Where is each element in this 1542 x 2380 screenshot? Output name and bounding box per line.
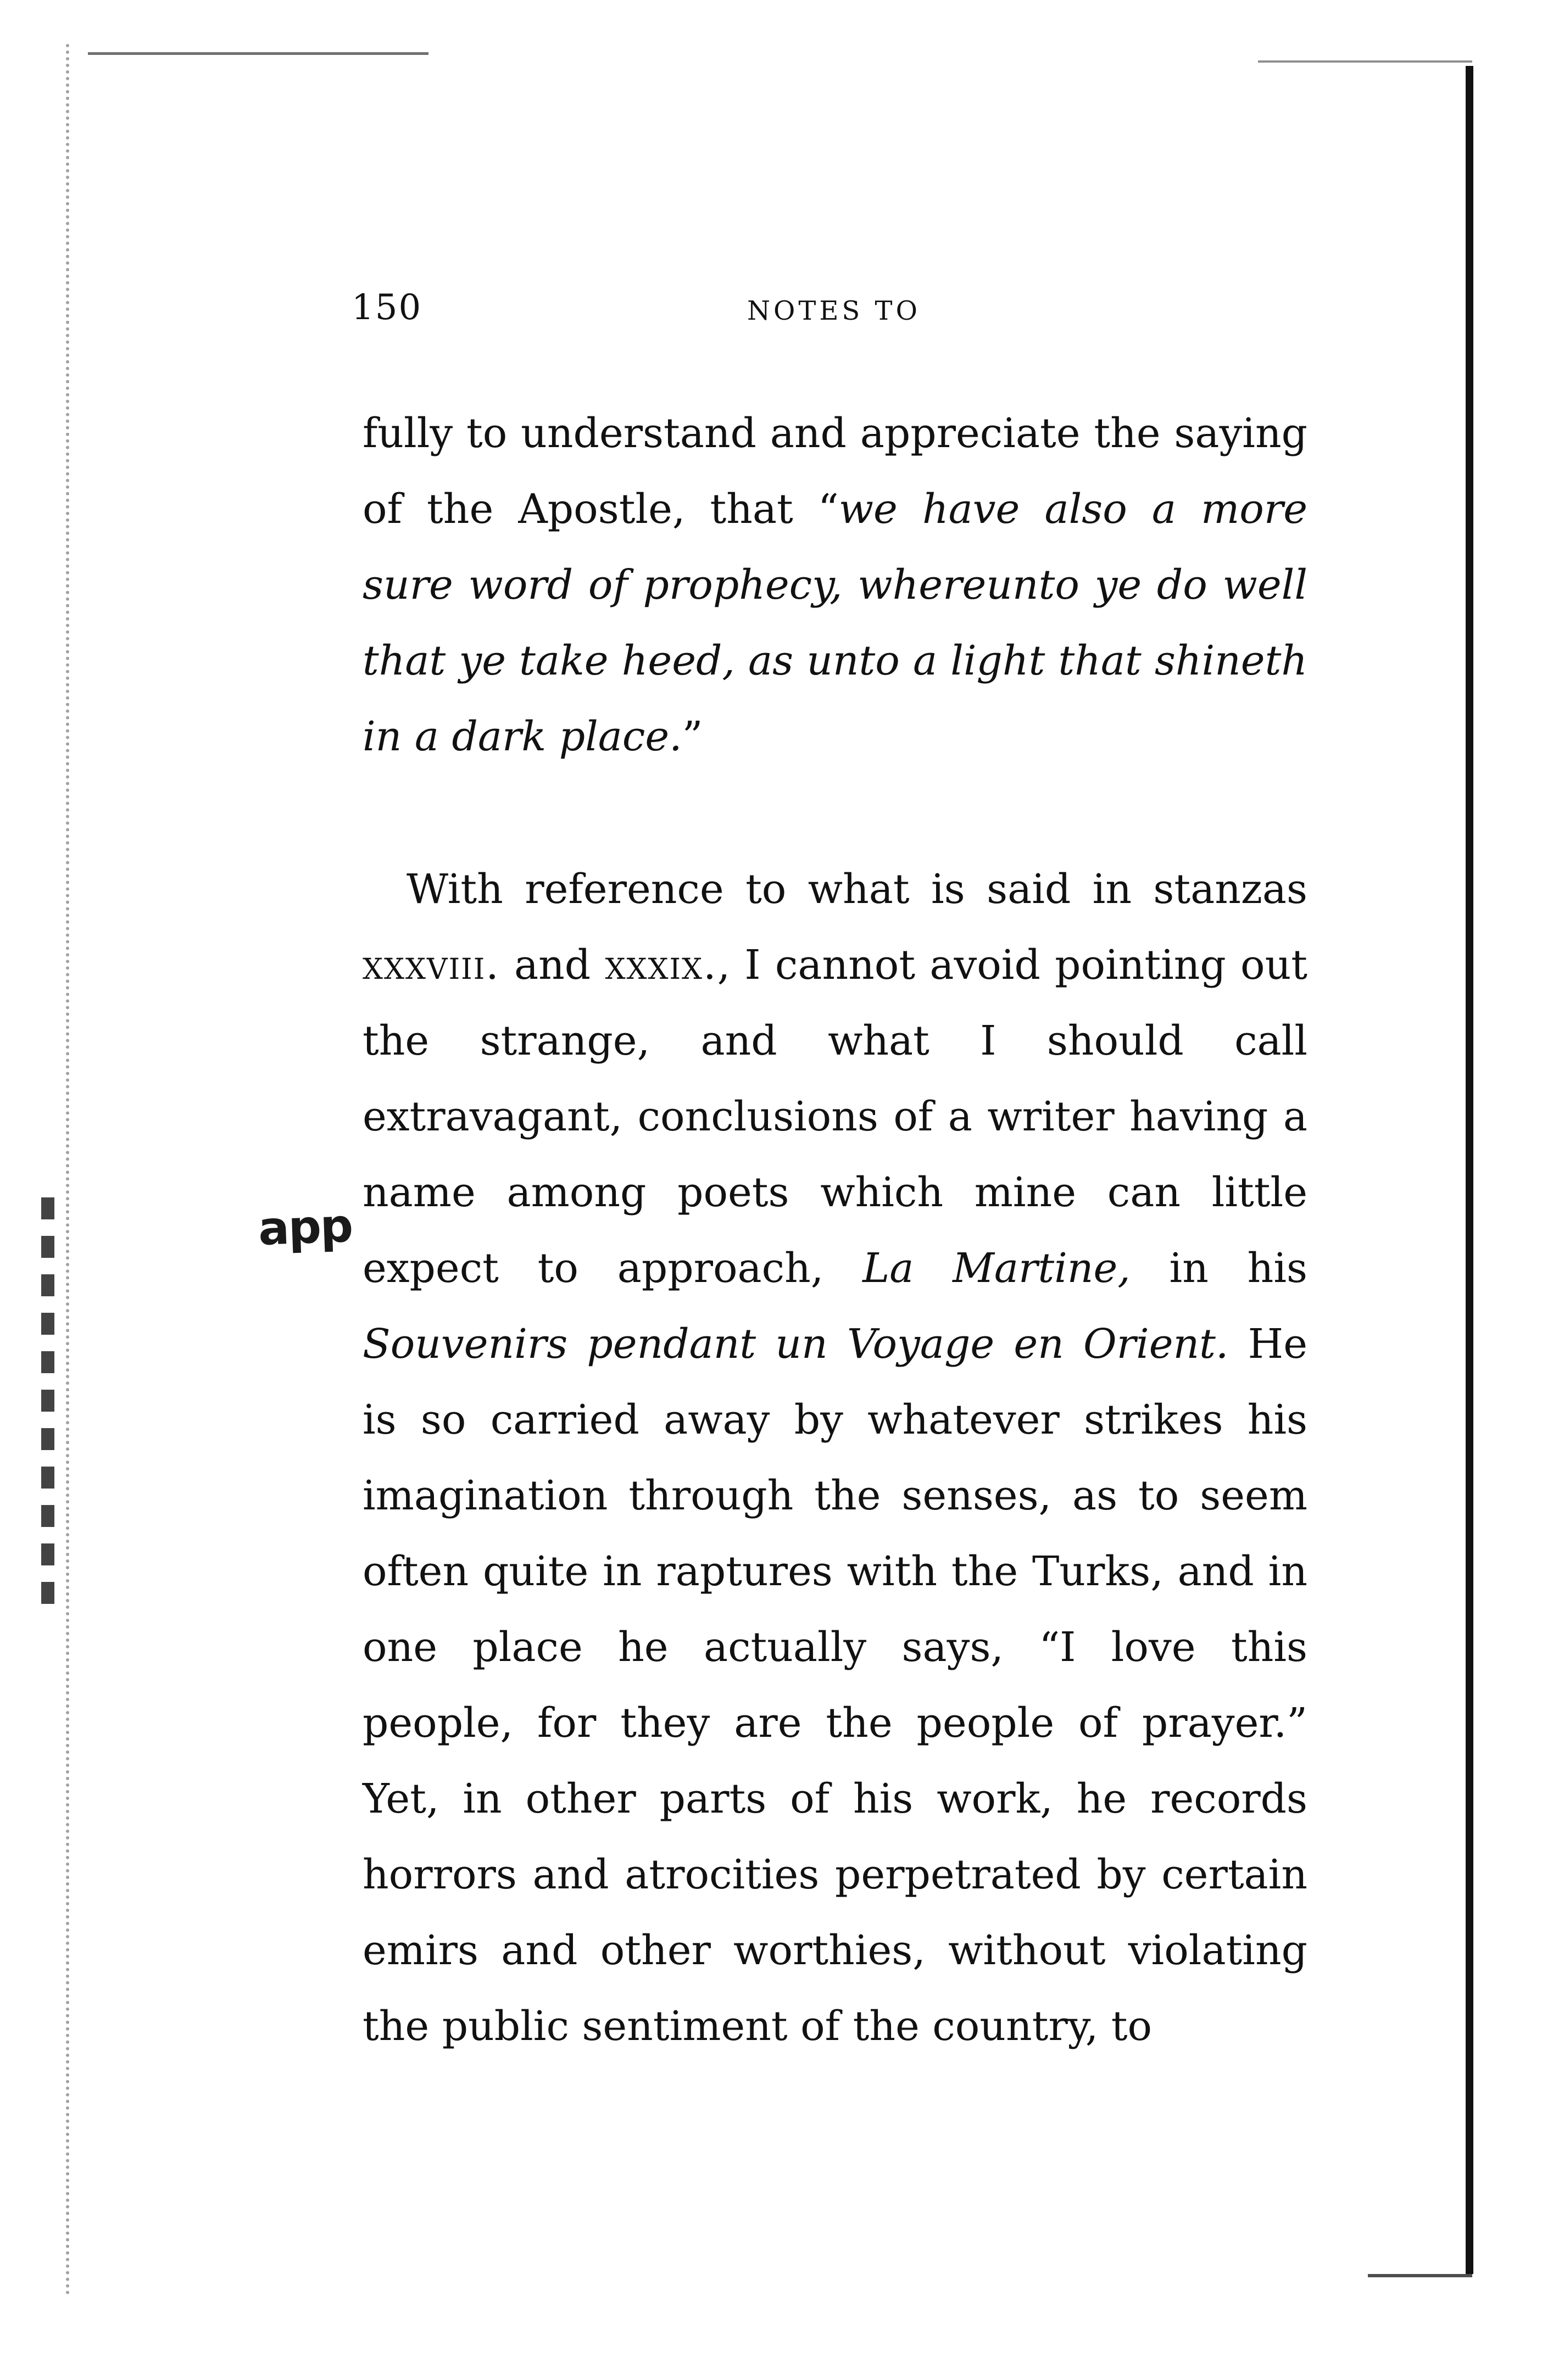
scan-edge-marks: [41, 1197, 54, 1615]
paragraph-2: [363, 851, 1307, 2064]
text-segment: , I cannot avoid pointing out the strange, and what I should call extravagant, conclusions of a writer having a name among poets which mine can little expect to approach,: [363, 941, 1307, 1292]
text-segment: With reference to what is said in stanzas: [407, 866, 1307, 913]
page-header: [352, 286, 1307, 330]
author-name: La Martine,: [862, 1245, 1131, 1292]
page-number: 150: [352, 287, 422, 328]
scan-edge-right: [1466, 66, 1473, 2274]
body-text: [363, 395, 1307, 2064]
margin-annotation: app: [257, 1199, 353, 1256]
scan-edge-bottom: [1368, 2274, 1472, 2277]
scan-edge-top: [88, 52, 428, 55]
quote-italic: we have also a more sure word of prophecy, whereunto ye do well that ye take heed, as unto a light that shineth in a dark place.: [363, 486, 1307, 760]
book-title: Souvenirs pendant un Voyage en Orient.: [363, 1320, 1229, 1368]
paragraph-1: [363, 395, 1307, 774]
text-segment: in his: [1130, 1245, 1307, 1292]
text-segment: fully to understand and appreciate the saying of the Apostle, that “: [363, 410, 1307, 533]
scan-edge-left: [66, 44, 75, 2296]
scan-edge-top-right: [1258, 60, 1472, 63]
stanza-ref: xxxix.: [605, 941, 717, 989]
stanza-ref: xxxviii.: [363, 941, 500, 989]
text-segment: ”: [682, 713, 703, 760]
text-segment: He is so carried away by whatever strikes his imagination through the senses, as to seem often quite in raptures with the Turks, and in one place he actually says, “I love this people, for they are the people of prayer.” Yet, in other parts of his work, he records horrors and atrocities perpetrated by certain emirs and other worthies, without violating the public sentiment of the country, to: [363, 1320, 1307, 2050]
running-head: NOTES TO: [747, 296, 921, 326]
text-segment: and: [499, 941, 605, 989]
